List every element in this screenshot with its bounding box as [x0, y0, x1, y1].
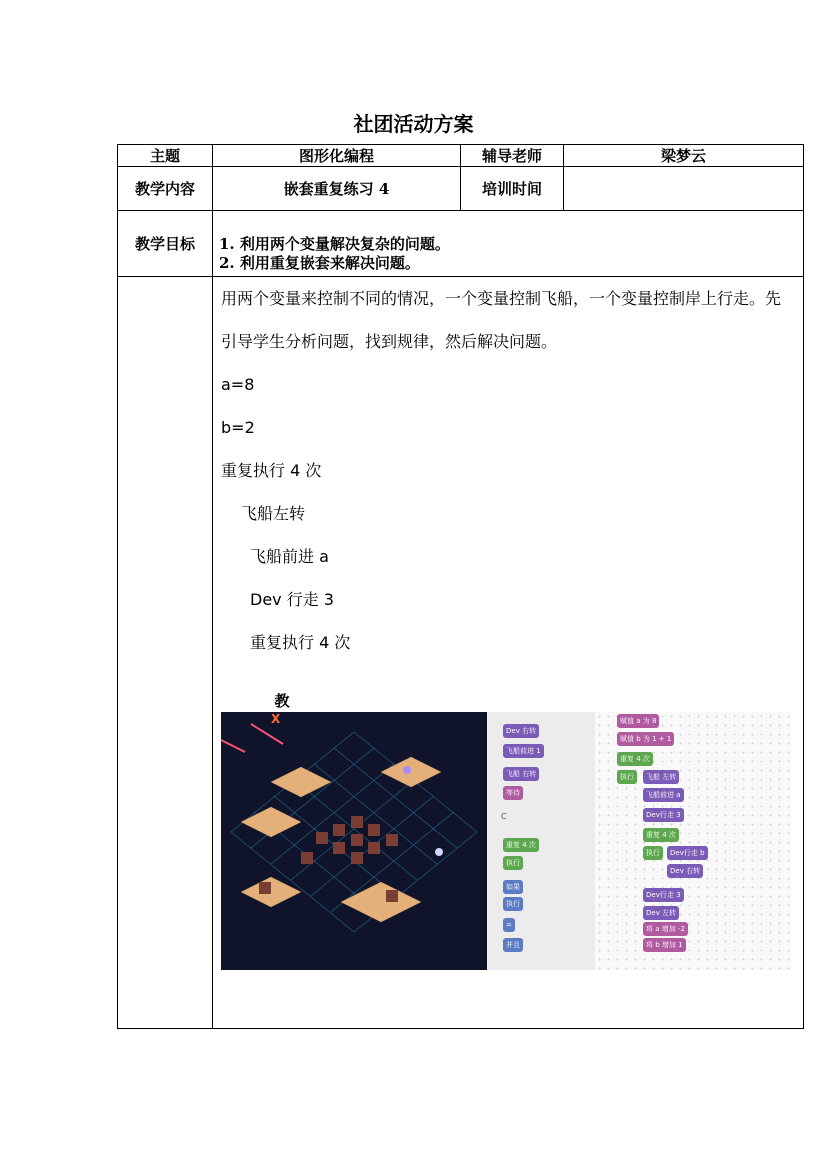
palette-block[interactable]: 执行: [503, 856, 523, 870]
isometric-map-graphic: [221, 712, 487, 970]
workspace-block[interactable]: 重复 4 次: [617, 752, 653, 766]
palette-block[interactable]: 等待: [503, 786, 523, 800]
goal-list: [213, 211, 804, 277]
workspace-block[interactable]: 飞船 左转: [643, 770, 679, 784]
content-value: 嵌套重复练习 4: [213, 167, 461, 211]
workspace-block[interactable]: Dev行走 b: [667, 846, 708, 860]
code-line: Dev 行走 3: [250, 590, 334, 609]
flow-label-char: 教: [274, 691, 290, 710]
workspace-block[interactable]: Dev行走 3: [643, 888, 684, 902]
code-line: 飞船左转: [241, 504, 306, 523]
workspace-block[interactable]: 飞船前进 a: [643, 788, 684, 802]
workspace-block[interactable]: 赋值 a 为 8: [617, 714, 659, 728]
palette-section-label: C: [501, 812, 507, 821]
code-line: b=2: [221, 418, 255, 437]
workspace-block[interactable]: 将 a 增加 -2: [643, 922, 688, 936]
flow-intro: 用两个变量来控制不同的情况，一个变量控制飞船，一个变量控制岸上行走。先引导学生分析问题，找到规律，然后解决问题。: [221, 289, 782, 351]
palette-block[interactable]: 飞船 右转: [503, 767, 539, 781]
workspace-block[interactable]: 执行: [617, 770, 637, 784]
time-value: [564, 167, 804, 211]
palette-block[interactable]: 如果: [503, 880, 523, 894]
workspace-block[interactable]: Dev 左转: [643, 906, 679, 920]
palette-block[interactable]: 执行: [503, 897, 523, 911]
workspace-block[interactable]: Dev行走 3: [643, 808, 684, 822]
code-line: 重复执行 4 次: [250, 633, 351, 652]
teacher-label: 辅导老师: [461, 145, 564, 167]
block-palette: [487, 712, 595, 970]
code-line: 重复执行 4 次: [221, 461, 322, 480]
game-scene: [221, 712, 487, 970]
topic-value: 图形化编程: [213, 145, 461, 167]
goal-label: 教学目标: [118, 211, 213, 277]
code-line: 飞船前进 a: [250, 547, 329, 566]
time-label: 培训时间: [461, 167, 564, 211]
palette-block[interactable]: 重复 4 次: [503, 838, 539, 852]
workspace-block[interactable]: 重复 4 次: [643, 828, 679, 842]
palette-block[interactable]: =: [503, 918, 515, 932]
topic-label: 主题: [118, 145, 213, 167]
program-screenshot: [221, 712, 791, 970]
workspace-block[interactable]: 执行: [643, 846, 663, 860]
teacher-value: 梁梦云: [564, 145, 804, 167]
workspace-block[interactable]: 将 b 增加 1: [643, 938, 686, 952]
code-line: a=8: [221, 375, 255, 394]
workspace-block[interactable]: Dev 右转: [667, 864, 703, 878]
flow-content: [213, 277, 804, 1029]
document-title: 社团活动方案: [353, 112, 474, 136]
content-label: 教学内容: [118, 167, 213, 211]
workspace-block[interactable]: 赋值 b 为 1 + 1: [617, 732, 674, 746]
palette-block[interactable]: 飞船前进 1: [503, 744, 544, 758]
axis-x-label: X: [271, 712, 281, 726]
activity-plan-table: [117, 144, 804, 1029]
goal-item: 1. 利用两个变量解决复杂的问题。: [219, 234, 450, 253]
goal-item: 2. 利用重复嵌套来解决问题。: [219, 253, 420, 272]
palette-block[interactable]: Dev 右转: [503, 724, 539, 738]
code-workspace: [595, 712, 791, 970]
palette-block[interactable]: 并且: [503, 938, 523, 952]
